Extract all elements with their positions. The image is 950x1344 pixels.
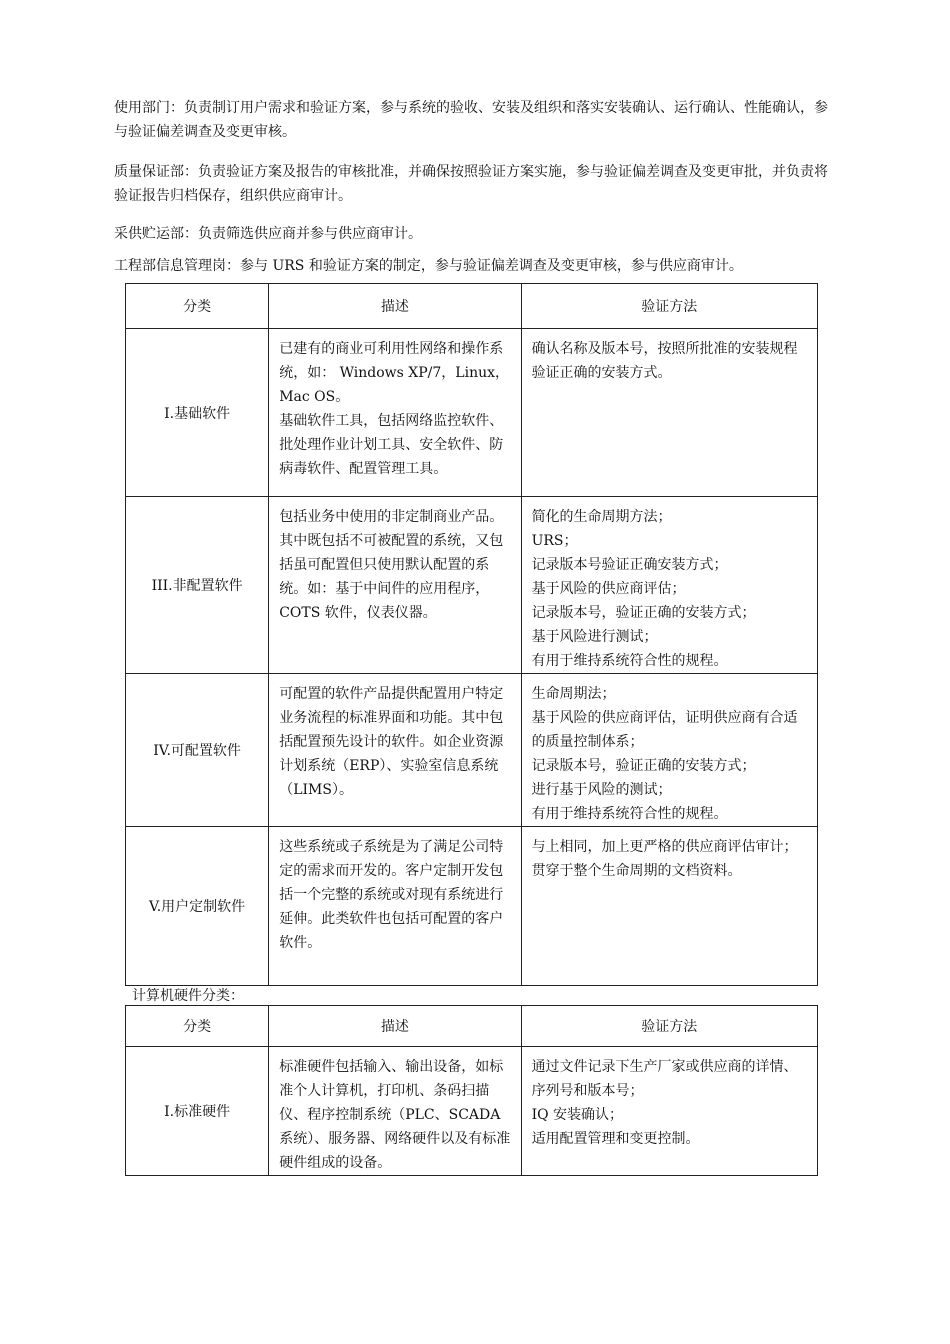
- category-cell: I.标准硬件: [126, 1047, 269, 1176]
- description-cell: [269, 674, 521, 827]
- header-verification-method: 验证方法: [521, 284, 817, 329]
- description-line: 包括业务中使用的非定制商业产品。其中既包括不可被配置的系统，又包括虽可配置但只使用默认配置的系统。如：基于中间件的应用程序，COTS 软件，仪表仪器。: [279, 509, 504, 621]
- method-line: 基于风险的供应商评估，证明供应商有合适的质量控制体系；: [531, 710, 798, 750]
- paragraph-engineering-dept: 工程部信息管理岗：参与 URS 和验证方案的制定，参与验证偏差调查及变更审核，参与供应商审计。: [114, 258, 743, 274]
- header-category: 分类: [126, 1006, 269, 1047]
- table-header-row: [126, 1006, 818, 1047]
- description-line: 基础软件工具，包括网络监控软件、批处理作业计划工具、安全软件、防病毒软件、配置管理工具。: [279, 413, 504, 477]
- method-line: 确认名称及版本号，按照所批准的安装规程验证正确的安装方式。: [531, 341, 798, 381]
- method-line: 记录版本号，验证正确的安装方式；: [531, 605, 756, 621]
- table-row: [126, 674, 818, 827]
- method-line: 通过文件记录下生产厂家或供应商的详情、序列号和版本号；: [531, 1059, 798, 1099]
- table-row: [126, 1047, 818, 1176]
- paragraph-qa-dept: 质量保证部：负责验证方案及报告的审核批准，并确保按照验证方案实施，参与验证偏差调查及变更审批，并负责将验证报告归档保存，组织供应商审计。: [114, 164, 828, 204]
- method-line: IQ 安装确认；: [531, 1107, 624, 1123]
- method-cell: [521, 674, 817, 827]
- description-cell: [269, 329, 521, 497]
- method-line: 适用配置管理和变更控制。: [531, 1131, 700, 1147]
- method-line: 进行基于风险的测试；: [531, 782, 672, 798]
- header-category: 分类: [126, 284, 269, 329]
- category-cell: I.基础软件: [126, 329, 269, 497]
- header-description: 描述: [269, 284, 521, 329]
- method-line: 与上相同，加上更严格的供应商评估审计；: [531, 839, 798, 855]
- method-line: 有用于维持系统符合性的规程。: [531, 806, 728, 822]
- method-line: 生命周期法；: [531, 686, 616, 702]
- hardware-caption: 计算机硬件分类：: [132, 988, 244, 1004]
- description-line: 这些系统或子系统是为了满足公司特定的需求而开发的。客户定制开发包括一个完整的系统或对现有系统进行延伸。此类软件也包括可配置的客户软件。: [279, 839, 504, 951]
- method-line: URS；: [531, 533, 578, 549]
- paragraph-procurement-dept: 采供贮运部：负责筛选供应商并参与供应商审计。: [114, 226, 422, 242]
- category-cell: III.非配置软件: [126, 497, 269, 674]
- method-line: 贯穿于整个生命周期的文档资料。: [531, 863, 742, 879]
- method-line: 记录版本号验证正确安装方式；: [531, 557, 728, 573]
- method-cell: [521, 329, 817, 497]
- method-line: 简化的生命周期方法；: [531, 509, 672, 525]
- method-line: 记录版本号，验证正确的安装方式；: [531, 758, 756, 774]
- category-cell: IV.可配置软件: [126, 674, 269, 827]
- method-cell: [521, 497, 817, 674]
- method-line: 基于风险进行测试；: [531, 629, 658, 645]
- method-cell: [521, 1047, 817, 1176]
- method-line: 有用于维持系统符合性的规程。: [531, 653, 728, 669]
- header-verification-method: 验证方法: [521, 1006, 817, 1047]
- table-row: [126, 827, 818, 986]
- table-row: [126, 497, 818, 674]
- table-header-row: [126, 284, 818, 329]
- header-description: 描述: [269, 1006, 521, 1047]
- hardware-classification-table: [125, 1005, 818, 1176]
- description-cell: [269, 827, 521, 986]
- paragraph-user-dept: 使用部门：负责制订用户需求和验证方案，参与系统的验收、安装及组织和落实安装确认、运行确认、性能确认，参与验证偏差调查及变更审核。: [114, 100, 828, 140]
- description-line: 已建有的商业可利用性网络和操作系统，如： Windows XP/7，Linux，Mac OS。: [279, 341, 510, 405]
- method-line: 基于风险的供应商评估；: [531, 581, 686, 597]
- description-cell: [269, 497, 521, 674]
- description-line: 可配置的软件产品提供配置用户特定业务流程的标准界面和功能。其中包括配置预先设计的软件。如企业资源计划系统（ERP）、实验室信息系统（LIMS）。: [279, 686, 504, 798]
- method-cell: [521, 827, 817, 986]
- table-row: [126, 329, 818, 497]
- description-cell: [269, 1047, 521, 1176]
- description-line: 标准硬件包括输入、输出设备，如标准个人计算机，打印机、条码扫描仪、程序控制系统（PLC、SCADA 系统）、服务器、网络硬件以及有标准硬件组成的设备。: [279, 1059, 511, 1171]
- category-cell: V.用户定制软件: [126, 827, 269, 986]
- software-classification-table: [125, 283, 818, 986]
